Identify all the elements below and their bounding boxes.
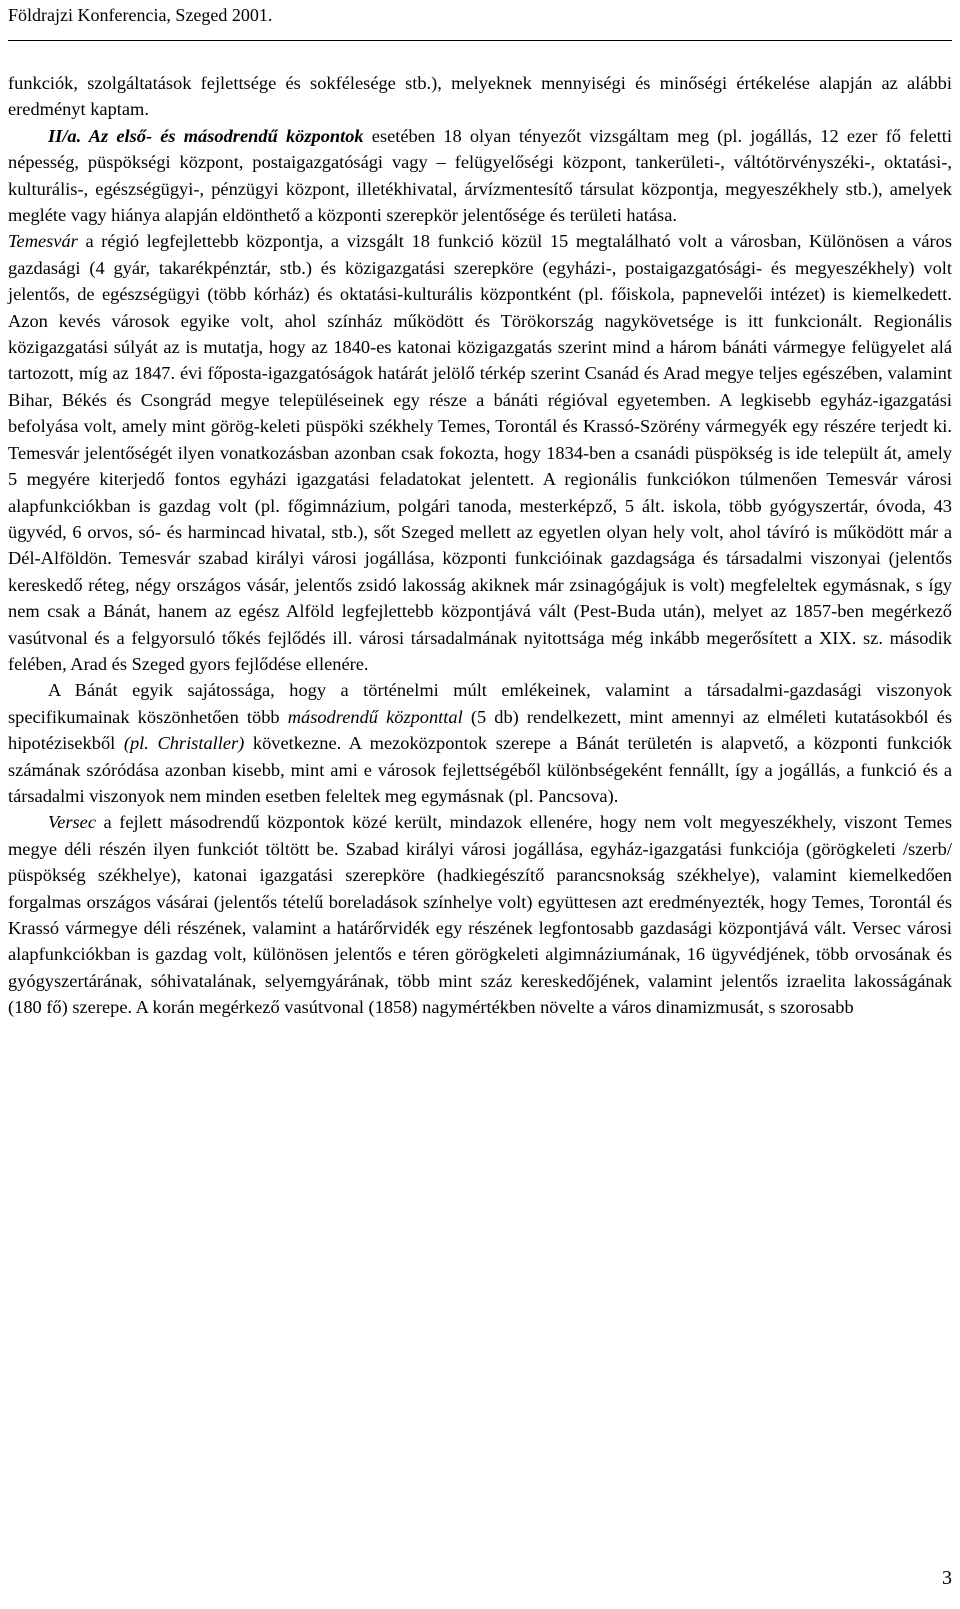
paragraph-4-italic-b: (pl. Christaller) [123, 733, 245, 754]
place-name-temesvar: Temesvár [8, 231, 78, 252]
paragraph-2 [8, 123, 952, 229]
paragraph-4 [8, 677, 952, 809]
paragraph-3 [8, 228, 952, 677]
document-body [8, 70, 952, 1021]
page-number: 3 [942, 1567, 952, 1589]
paragraph-1-text: funkciók, szolgáltatások fejlettsége és sokfélesége stb.), melyeknek mennyiségi és minőségi értékelése alapján az alábbi eredményt kaptam. [8, 73, 952, 120]
paragraph-2-text: esetében 18 olyan tényezőt vizsgáltam meg (pl. jogállás, 12 ezer fő feletti népesség, püspökségi központ, postaigazgatósági vagy – felügyelőségi központ, tankerületi-, váltótörvényszéki-, oktatási-, kulturális-, egészségügyi-, pénzügyi központ, illetékhivatal, árvízmentesítő társulat központja, megyeszékhely stb.), amelyek megléte vagy hiánya alapján eldönthető a központi szerepkör jelentősége és területi hatása. [8, 125, 953, 226]
place-name-versec: Versec [48, 812, 96, 833]
paragraph-5 [8, 809, 952, 1020]
paragraph-4-text-a: A Bánát egyik sajátossága, hogy a történelmi múlt emlékeinek, valamint a társadalmi-gazdasági viszonyok specifikumainak köszönhetően több [8, 680, 952, 727]
paragraph-5-text: a fejlett másodrendű központok közé került, mindazok ellenére, hogy nem volt megyeszékhely, viszont Temes megye déli részén ilyen funkciót töltött be. Szabad királyi városi jogállása, egyház-igazgatási funkciója (görögkeleti /szerb/ püspökség székhelye), katonai igazgatási szerepköre (hadkiegészítő parancsnokság székhelye), valamint kiemelkedően forgalmas országos vásárai (jelentős tételű boreladások színhelye volt) együttesen azt eredményezték, hogy Temes, Torontál és Krassó vármegye déli részének, valamint a határőrvidék egy részének legfontosabb gazdasági központjává vált. Versec városi alapfunkciókban is gazdag volt, különösen jelentős e téren görögkeleti algimnáziumának, 16 ügyvédjének, több orvosának és gyógyszertárának, sóhivatalának, selyemgyárának, több mint száz kereskedőjének, valamint jelentős izraelita lakosságának (180 fő) szerepe. A korán megérkező vasútvonal (1858) nagymértékben növelte a város dinamizmusát, s szorosabb [8, 812, 952, 1018]
section-heading: II/a. Az első- és másodrendű központok [48, 125, 364, 146]
paragraph-4-text-b: (5 db) rendelkezett, mint amennyi az elméleti kutatásokból és hipotézisekből [8, 706, 952, 754]
paragraph-4-text-c: következne. A mezoközpontok szerepe a Bánát területén is alapvető, a központi funkciók számának szóródása azonban kisebb, mint ami e városok fejlettségéből különbségeként fennállt, így a jogállás, a funkció és a társadalmi viszonyok nem minden esetben feleltek meg egymásnak (pl. Pancsova). [8, 733, 952, 806]
paragraph-1 [8, 70, 952, 123]
running-header [8, 4, 272, 26]
paragraph-3-text: a régió legfejlettebb központja, a vizsgált 18 funkció közül 15 megtalálható volt a városban, Különösen a város gazdasági (4 gyár, takarékpénztár, stb.) és közigazgatási szerepköre (egyházi-, postaigazgatósági- és megyeszékhely) volt jelentős, de egészségügyi (több kórház) és oktatási-kulturális központként (pl. főiskola, papnevelői intézet) is kiemelkedett. Azon kevés városok egyike volt, ahol színház működött és Törökország nagykövetsége is itt funkcionált. Regionális közigazgatási súlyát az is mutatja, hogy az 1840-es katonai közigazgatás szerint mind a három bánáti vármegye felügyelet alá tartozott, míg az 1847. évi főposta-igazgatóságok határát jelölő térkép szerint Csanád és Arad megye teljes egészében, valamint Bihar, Békés és Csongrád megye településeinek egy része a bánáti régióval egyetemben. A legkisebb egyház-igazgatási befolyása volt, amely mint görög-keleti püspöki székhely Temes, Torontál és Krassó-Szörény vármegyék egy részére terjedt ki. Temesvár jelentőségét ilyen vonatkozásban azonban csak fokozta, hogy 1834-ben a csanádi püspökség is ide települt át, amely 5 megyére kiterjedő fontos egyházi igazgatási feladatokat jelentett. A regionális funkciókon túlmenően Temesvár városi alapfunkciókban is gazdag volt (pl. főgimnázium, polgári tanoda, mesterképző, 5 ált. iskola, több gyógyszertár, óvoda, 43 ügyvéd, 6 orvos, só- és harmincad hivatal, stb.), sőt Szeged mellett az egyetlen olyan hely volt, ahol távíró is működött már a Dél-Alföldön. Temesvár szabad királyi városi jogállása, központi funkcióinak gazdagsága és társadalmi viszonyai (jelentős kereskedő réteg, négy országos vásár, jelentős zsidó lakosság akiknek már zsinagógájuk is volt) megfeleltek egymásnak, s így nem csak a Bánát, hanem az egész Alföld legfejlettebb központjává vált (Pest-Buda után), melyet az 1857-ben megérkező vasútvonal és a felgyorsuló tőkés fejlődés ill. városi társadalmának nyitottsága még inkább megerősített a XIX. sz. második felében, Arad és Szeged gyors fejlődése ellenére. [8, 231, 952, 674]
header-rule [8, 40, 952, 41]
conference-title: Földrajzi Konferencia, Szeged 2001. [8, 5, 273, 25]
paragraph-4-italic-a: másodrendű központtal [287, 706, 463, 727]
